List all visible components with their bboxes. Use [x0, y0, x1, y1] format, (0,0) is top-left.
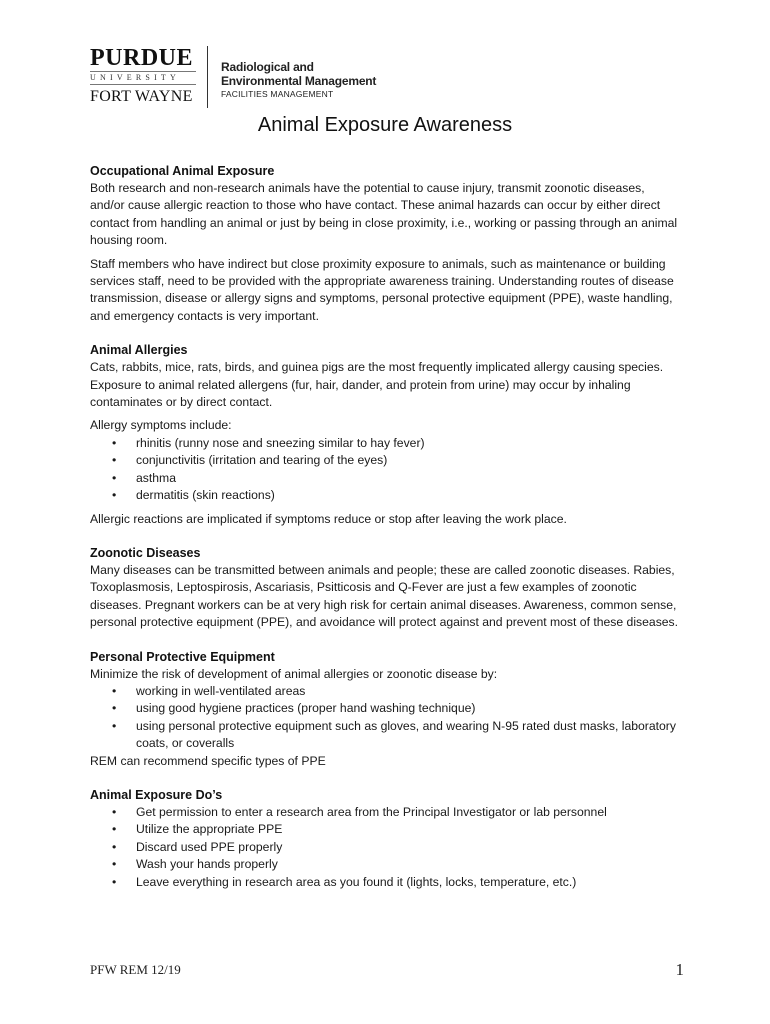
allergy-symptoms-intro: Allergy symptoms include: [90, 418, 232, 433]
list-item: • Get permission to enter a research area from the Principal Investigator or lab personnel [136, 804, 680, 821]
occupational-paragraph-1: Both research and non-research animals have the potential to cause injury, transmit zoonotic diseases, and/or cause allergic reaction to those who have contact. These animal hazards can occur by either direct contact from handling an animal or just by being in close proximity, i.e., working or passing through an animal housing room. [90, 181, 678, 248]
list-item: • using good hygiene practices (proper hand washing technique) [136, 700, 680, 717]
zoonotic-paragraph-1: Many diseases can be transmitted between animals and people; these are called zoonotic diseases. Rabies, Toxoplasmosis, Leptospirosis, Ascariasis, Psitticosis and Q-Fever are just a few examples of zoonotic diseases. Pregnant workers can be at very high risk for certain animal diseases. Awareness, common sense, personal protective equipment (PPE), and avoidance will protect against and prevent most of these diseases. [90, 562, 679, 630]
list-item: • working in well-ventilated areas [136, 683, 680, 700]
logo-fort-wayne-text: FORT WAYNE [90, 88, 193, 105]
section-heading-zoonotic: Zoonotic Diseases [90, 545, 201, 560]
section-heading-dos: Animal Exposure Do’s [90, 787, 223, 802]
list-item: • conjunctivitis (irritation and tearing of the eyes) [136, 452, 680, 469]
department-subtitle: FACILITIES MANAGEMENT [221, 89, 334, 99]
document-body [90, 162, 680, 891]
section-heading-allergies: Animal Allergies [90, 343, 188, 358]
footer-document-code: PFW REM 12/19 [90, 962, 181, 977]
ppe-intro: Minimize the risk of development of animal allergies or zoonotic disease by: [90, 666, 498, 681]
list-item: • asthma [136, 470, 680, 487]
document-title: Animal Exposure Awareness [257, 114, 513, 136]
list-item: • Utilize the appropriate PPE [136, 821, 680, 838]
list-item: • rhinitis (runny nose and sneezing similar to hay fever) [136, 435, 680, 452]
ppe-note: REM can recommend specific types of PPE [90, 753, 326, 768]
section-heading-ppe: Personal Protective Equipment [90, 649, 275, 664]
allergies-paragraph-1: Cats, rabbits, mice, rats, birds, and guinea pigs are the most frequently implicated allergy causing species. Exposure to animal related allergens (fur, hair, dander, and protein from urine) may occur by inhaling contaminates or by direct contact. [90, 360, 664, 410]
list-item: • Wash your hands properly [136, 856, 680, 873]
department-name: Radiological and Environmental Management [221, 60, 377, 88]
purdue-fort-wayne-logo [90, 46, 196, 107]
occupational-paragraph-2: Staff members who have indirect but close proximity exposure to animals, such as maintenance or building services staff, need to be provided with the appropriate awareness training. Understanding routes of disease transmission, disease or allergy signs and symptoms, personal protective equipment (PPE), waste handling, and emergency contacts is very important. [90, 256, 674, 323]
section-heading-occupational: Occupational Animal Exposure [90, 164, 275, 178]
list-item: • Leave everything in research area as you found it (lights, locks, temperature, etc.) [136, 874, 680, 891]
list-item: • using personal protective equipment such as gloves, and wearing N-95 rated dust masks, laboratory coats, or coveralls [136, 718, 680, 753]
list-item: • Discard used PPE properly [136, 839, 680, 856]
footer-page-number: 1 [675, 960, 684, 979]
dos-list [90, 804, 680, 891]
header-divider [207, 46, 208, 108]
list-item: • dermatitis (skin reactions) [136, 487, 680, 504]
department-block [221, 60, 391, 100]
logo-university-text: UNIVERSITY [90, 71, 196, 85]
ppe-list [90, 683, 680, 753]
logo-purdue-text: PURDUE [90, 45, 193, 71]
allergies-paragraph-2: Allergic reactions are implicated if symptoms reduce or stop after leaving the work place. [90, 511, 567, 526]
allergy-symptoms-list [90, 435, 680, 505]
